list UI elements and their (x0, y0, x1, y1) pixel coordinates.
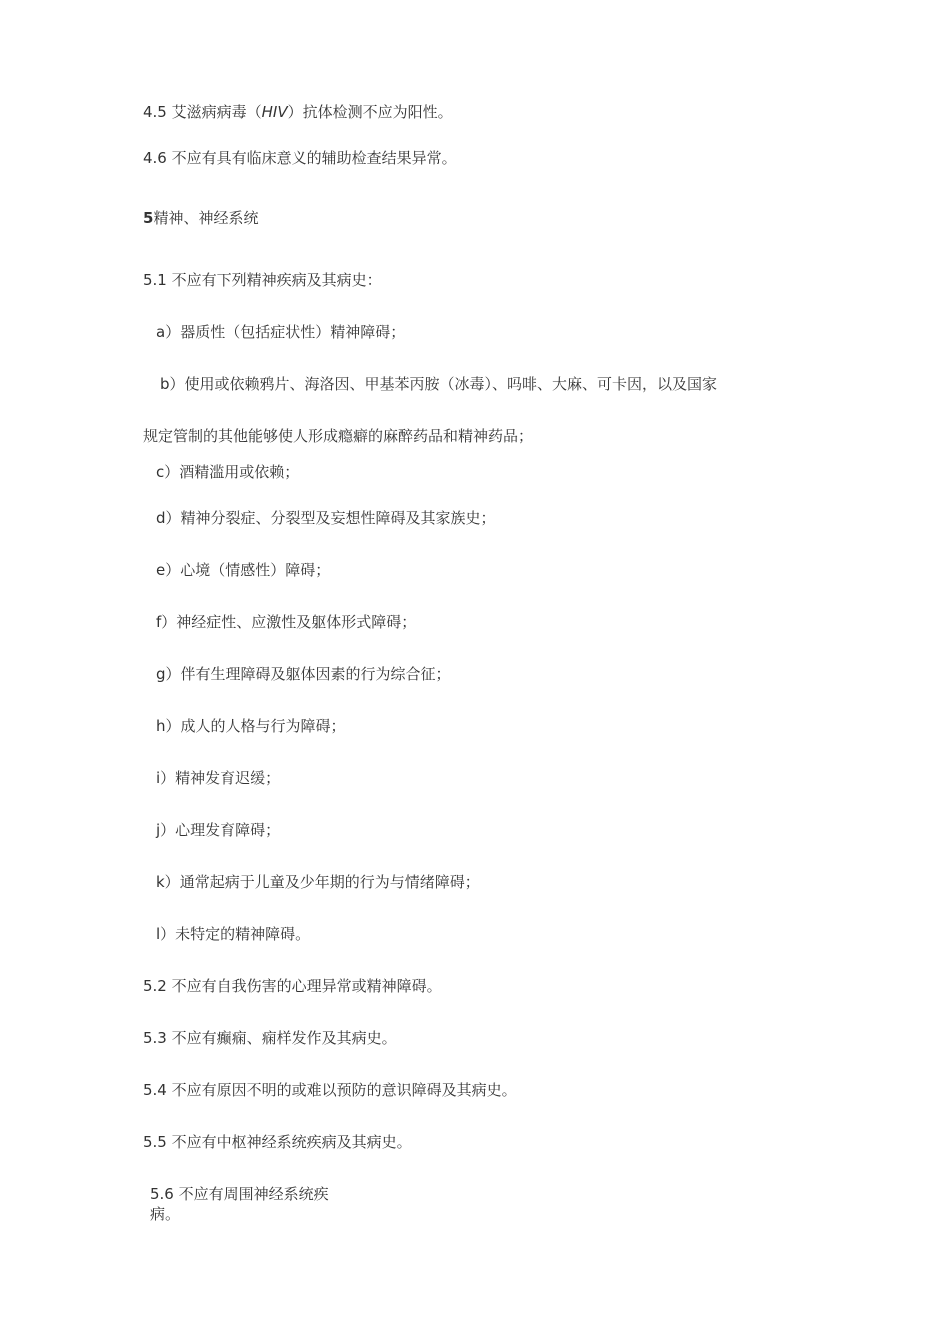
list-text: 心境（情感性）障碍； (180, 561, 331, 579)
clause-number: 5.5 (143, 1133, 167, 1151)
clause-number: 5.2 (143, 977, 167, 995)
clause-number: 4.6 (143, 149, 167, 167)
section-heading-5 (143, 208, 258, 228)
list-marker: k） (156, 873, 180, 891)
list-text: 神经症性、应激性及躯体形式障碍； (176, 613, 417, 631)
list-item-b-continued (143, 426, 533, 446)
clause-text: 不应有中枢神经系统疾病及其病史。 (171, 1133, 412, 1151)
section-number: 5 (143, 209, 154, 227)
clause-number: 5.1 (143, 271, 167, 289)
list-item-b (160, 374, 717, 394)
clause-text: 不应有原因不明的或难以预防的意识障碍及其病史。 (171, 1081, 517, 1099)
section-title: 精神、神经系统 (153, 209, 259, 227)
list-marker: f） (156, 613, 177, 631)
clause-text: 不应有下列精神疾病及其病史： (171, 271, 382, 289)
clause-text-post: ）抗体检测不应为阳性。 (287, 103, 453, 121)
list-item-k (156, 872, 480, 892)
clause-number: 5.3 (143, 1029, 167, 1047)
list-marker: g） (156, 665, 181, 683)
clause-5-6 (150, 1184, 350, 1224)
list-text: 规定管制的其他能够使人形成瘾癖的麻醉药品和精神药品； (143, 427, 534, 445)
list-text: 使用或依赖鸦片、海洛因、甲基苯丙胺（冰毒）、吗啡、大麻、可卡因，以及国家 (184, 375, 718, 393)
clause-text: 不应有癫痫、痫样发作及其病史。 (171, 1029, 397, 1047)
list-text: 酒精滥用或依赖； (179, 463, 300, 481)
clause-number: 5.4 (143, 1081, 167, 1099)
list-item-i (156, 768, 280, 788)
clause-number: 5.6 (150, 1185, 174, 1203)
list-marker: e） (156, 561, 181, 579)
clause-5-5 (143, 1132, 412, 1152)
clause-number: 4.5 (143, 103, 167, 121)
clause-5-1 (143, 270, 382, 290)
list-item-g (156, 664, 451, 684)
list-text: 未特定的精神障碍。 (175, 925, 311, 943)
list-item-d (156, 508, 496, 528)
list-text: 成人的人格与行为障碍； (180, 717, 346, 735)
clause-text-hiv: HIV (261, 103, 288, 121)
list-text: 通常起病于儿童及少年期的行为与情绪障碍； (179, 873, 480, 891)
list-item-j (156, 820, 280, 840)
clause-4-5 (143, 102, 453, 122)
list-text: 器质性（包括症状性）精神障碍； (180, 323, 406, 341)
clause-5-4 (143, 1080, 517, 1100)
list-item-c (156, 462, 299, 482)
list-marker: b） (160, 375, 185, 393)
clause-4-6 (143, 148, 457, 168)
list-item-l (156, 924, 310, 944)
list-item-e (156, 560, 330, 580)
clause-text: 不应有具有临床意义的辅助检查结果异常。 (171, 149, 457, 167)
list-text: 心理发育障碍； (175, 821, 281, 839)
list-text: 伴有生理障碍及躯体因素的行为综合征； (180, 665, 451, 683)
clause-5-3 (143, 1028, 397, 1048)
list-marker: c） (156, 463, 180, 481)
clause-5-2 (143, 976, 442, 996)
list-marker: l） (156, 925, 176, 943)
list-marker: a） (156, 323, 181, 341)
list-item-f (156, 612, 416, 632)
clause-text: 不应有周围神经系统疾病。 (150, 1185, 329, 1223)
clause-text: 不应有自我伤害的心理异常或精神障碍。 (171, 977, 442, 995)
list-item-a (156, 322, 405, 342)
clause-text-pre: 艾滋病病毒（ (171, 103, 262, 121)
list-marker: j） (156, 821, 176, 839)
list-item-h (156, 716, 346, 736)
list-marker: d） (156, 509, 181, 527)
list-text: 精神分裂症、分裂型及妄想性障碍及其家族史； (180, 509, 496, 527)
list-marker: i） (156, 769, 176, 787)
list-marker: h） (156, 717, 181, 735)
list-text: 精神发育迟缓； (175, 769, 281, 787)
